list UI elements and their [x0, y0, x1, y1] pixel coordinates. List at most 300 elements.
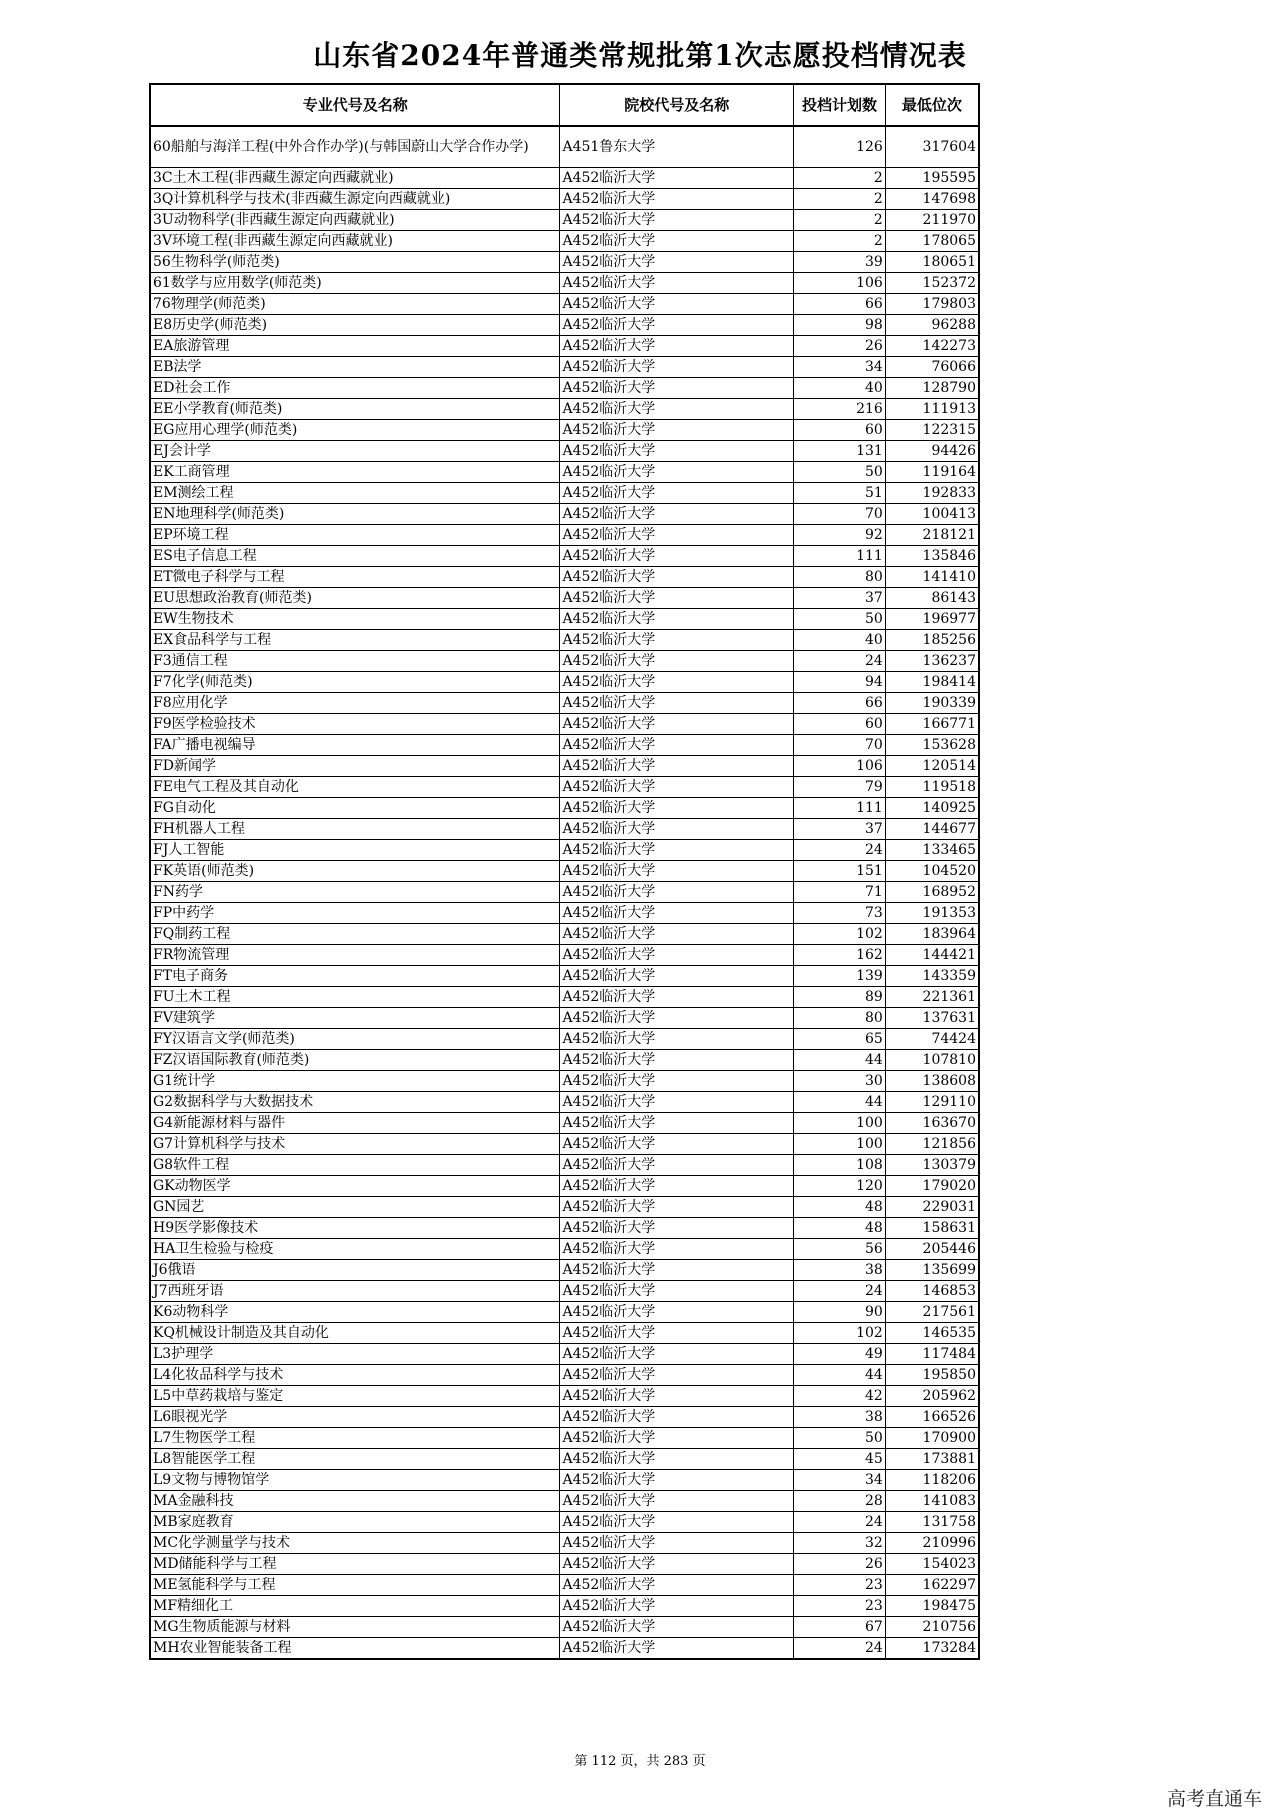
- table-row: [150, 504, 979, 525]
- rank-cell: 163670: [885, 1113, 979, 1134]
- page-footer: 第 112 页，共 283 页: [574, 1754, 706, 1769]
- plan-cell: 39: [794, 252, 886, 273]
- major-cell: FH机器人工程: [150, 819, 560, 840]
- school-cell: A452临沂大学: [560, 1491, 794, 1512]
- school-cell: A452临沂大学: [560, 798, 794, 819]
- rank-cell: 96288: [885, 315, 979, 336]
- major-cell: G8软件工程: [150, 1155, 560, 1176]
- major-cell: EN地理科学(师范类): [150, 504, 560, 525]
- plan-cell: 90: [794, 1302, 886, 1323]
- major-cell: L5中草药栽培与鉴定: [150, 1386, 560, 1407]
- school-cell: A452临沂大学: [560, 777, 794, 798]
- table-row: [150, 1470, 979, 1491]
- major-cell: EA旅游管理: [150, 336, 560, 357]
- school-cell: A452临沂大学: [560, 840, 794, 861]
- rank-cell: 218121: [885, 525, 979, 546]
- rank-cell: 135846: [885, 546, 979, 567]
- rank-cell: 144677: [885, 819, 979, 840]
- school-cell: A452临沂大学: [560, 1071, 794, 1092]
- rank-cell: 170900: [885, 1428, 979, 1449]
- school-cell: A452临沂大学: [560, 273, 794, 294]
- rank-cell: 128790: [885, 378, 979, 399]
- plan-cell: 38: [794, 1407, 886, 1428]
- rank-cell: 166526: [885, 1407, 979, 1428]
- table-row: [150, 924, 979, 945]
- rank-cell: 179803: [885, 294, 979, 315]
- school-cell: A452临沂大学: [560, 483, 794, 504]
- table-row: [150, 399, 979, 420]
- major-cell: G1统计学: [150, 1071, 560, 1092]
- plan-cell: 80: [794, 1008, 886, 1029]
- header-rank: 最低位次: [885, 84, 979, 126]
- table-row: [150, 840, 979, 861]
- school-cell: A452临沂大学: [560, 231, 794, 252]
- major-cell: MC化学测量学与技术: [150, 1533, 560, 1554]
- header-plan: 投档计划数: [794, 84, 886, 126]
- table-row: [150, 1134, 979, 1155]
- school-cell: A452临沂大学: [560, 168, 794, 189]
- rank-cell: 120514: [885, 756, 979, 777]
- school-cell: A452临沂大学: [560, 567, 794, 588]
- rank-cell: 136237: [885, 651, 979, 672]
- rank-cell: 129110: [885, 1092, 979, 1113]
- table-row: [150, 546, 979, 567]
- plan-cell: 126: [794, 126, 886, 168]
- plan-cell: 26: [794, 336, 886, 357]
- plan-cell: 32: [794, 1533, 886, 1554]
- table-row: [150, 525, 979, 546]
- rank-cell: 142273: [885, 336, 979, 357]
- school-cell: A452临沂大学: [560, 1386, 794, 1407]
- rank-cell: 130379: [885, 1155, 979, 1176]
- table-row: [150, 1344, 979, 1365]
- rank-cell: 173284: [885, 1638, 979, 1660]
- table-row: [150, 630, 979, 651]
- rank-cell: 166771: [885, 714, 979, 735]
- rank-cell: 94426: [885, 441, 979, 462]
- plan-cell: 50: [794, 1428, 886, 1449]
- table-row: [150, 1176, 979, 1197]
- major-cell: FY汉语言文学(师范类): [150, 1029, 560, 1050]
- major-cell: G7计算机科学与技术: [150, 1134, 560, 1155]
- plan-cell: 2: [794, 210, 886, 231]
- school-cell: A452临沂大学: [560, 924, 794, 945]
- watermark: 高考直通车: [1166, 1788, 1262, 1810]
- rank-cell: 152372: [885, 273, 979, 294]
- table-row: [150, 819, 979, 840]
- plan-cell: 111: [794, 546, 886, 567]
- school-cell: A452临沂大学: [560, 399, 794, 420]
- table-row: [150, 1596, 979, 1617]
- plan-cell: 92: [794, 525, 886, 546]
- rank-cell: 205446: [885, 1239, 979, 1260]
- major-cell: MF精细化工: [150, 1596, 560, 1617]
- table-row: [150, 1386, 979, 1407]
- major-cell: F3通信工程: [150, 651, 560, 672]
- table-row: [150, 1575, 979, 1596]
- major-cell: 60船舶与海洋工程(中外合作办学)(与韩国蔚山大学合作办学): [150, 126, 560, 168]
- major-cell: 3V环境工程(非西藏生源定向西藏就业): [150, 231, 560, 252]
- table-row: [150, 1050, 979, 1071]
- table-row: [150, 189, 979, 210]
- table-row: [150, 231, 979, 252]
- plan-cell: 34: [794, 357, 886, 378]
- rank-cell: 141083: [885, 1491, 979, 1512]
- school-cell: A452临沂大学: [560, 378, 794, 399]
- plan-cell: 100: [794, 1113, 886, 1134]
- rank-cell: 104520: [885, 861, 979, 882]
- table-row: [150, 378, 979, 399]
- school-cell: A452临沂大学: [560, 1344, 794, 1365]
- table-row: [150, 714, 979, 735]
- school-cell: A452临沂大学: [560, 1554, 794, 1575]
- rank-cell: 153628: [885, 735, 979, 756]
- major-cell: FQ制药工程: [150, 924, 560, 945]
- plan-cell: 45: [794, 1449, 886, 1470]
- rank-cell: 158631: [885, 1218, 979, 1239]
- rank-cell: 185256: [885, 630, 979, 651]
- admission-table: [149, 83, 980, 1660]
- major-cell: ES电子信息工程: [150, 546, 560, 567]
- school-cell: A452临沂大学: [560, 1407, 794, 1428]
- major-cell: EG应用心理学(师范类): [150, 420, 560, 441]
- table-row: [150, 756, 979, 777]
- major-cell: FN药学: [150, 882, 560, 903]
- table-row: [150, 1512, 979, 1533]
- major-cell: 56生物科学(师范类): [150, 252, 560, 273]
- school-cell: A452临沂大学: [560, 1596, 794, 1617]
- table-row: [150, 1260, 979, 1281]
- major-cell: EJ会计学: [150, 441, 560, 462]
- plan-cell: 30: [794, 1071, 886, 1092]
- school-cell: A452临沂大学: [560, 1050, 794, 1071]
- rank-cell: 162297: [885, 1575, 979, 1596]
- school-cell: A452临沂大学: [560, 210, 794, 231]
- table-row: [150, 651, 979, 672]
- school-cell: A452临沂大学: [560, 1008, 794, 1029]
- rank-cell: 179020: [885, 1176, 979, 1197]
- school-cell: A452临沂大学: [560, 189, 794, 210]
- school-cell: A452临沂大学: [560, 1029, 794, 1050]
- rank-cell: 143359: [885, 966, 979, 987]
- school-cell: A452临沂大学: [560, 1155, 794, 1176]
- table-row: [150, 252, 979, 273]
- major-cell: 3U动物科学(非西藏生源定向西藏就业): [150, 210, 560, 231]
- plan-cell: 89: [794, 987, 886, 1008]
- plan-cell: 216: [794, 399, 886, 420]
- major-cell: J6俄语: [150, 1260, 560, 1281]
- major-cell: L9文物与博物馆学: [150, 1470, 560, 1491]
- school-cell: A452临沂大学: [560, 1197, 794, 1218]
- major-cell: MB家庭教育: [150, 1512, 560, 1533]
- table-row: [150, 1617, 979, 1638]
- rank-cell: 76066: [885, 357, 979, 378]
- table-row: [150, 1554, 979, 1575]
- major-cell: G2数据科学与大数据技术: [150, 1092, 560, 1113]
- major-cell: F9医学检验技术: [150, 714, 560, 735]
- rank-cell: 100413: [885, 504, 979, 525]
- major-cell: FE电气工程及其自动化: [150, 777, 560, 798]
- school-cell: A452临沂大学: [560, 672, 794, 693]
- table-row: [150, 1071, 979, 1092]
- table-row: [150, 1029, 979, 1050]
- table-row: [150, 1092, 979, 1113]
- plan-cell: 50: [794, 609, 886, 630]
- plan-cell: 2: [794, 189, 886, 210]
- plan-cell: 60: [794, 420, 886, 441]
- school-cell: A452临沂大学: [560, 609, 794, 630]
- school-cell: A452临沂大学: [560, 357, 794, 378]
- table-row: [150, 1197, 979, 1218]
- plan-cell: 50: [794, 462, 886, 483]
- page-title: 山东省2024年普通类常规批第1次志愿投档情况表: [313, 39, 967, 72]
- rank-cell: 119164: [885, 462, 979, 483]
- major-cell: FK英语(师范类): [150, 861, 560, 882]
- table-row: [150, 1113, 979, 1134]
- major-cell: ED社会工作: [150, 378, 560, 399]
- school-cell: A452临沂大学: [560, 1575, 794, 1596]
- table-row: [150, 903, 979, 924]
- rank-cell: 229031: [885, 1197, 979, 1218]
- table-row: [150, 273, 979, 294]
- plan-cell: 24: [794, 1638, 886, 1660]
- school-cell: A452临沂大学: [560, 1638, 794, 1660]
- plan-cell: 131: [794, 441, 886, 462]
- table-row: [150, 966, 979, 987]
- plan-cell: 24: [794, 1281, 886, 1302]
- school-cell: A452临沂大学: [560, 315, 794, 336]
- plan-cell: 100: [794, 1134, 886, 1155]
- plan-cell: 44: [794, 1092, 886, 1113]
- rank-cell: 138608: [885, 1071, 979, 1092]
- rank-cell: 131758: [885, 1512, 979, 1533]
- major-cell: FD新闻学: [150, 756, 560, 777]
- school-cell: A452临沂大学: [560, 525, 794, 546]
- table-row: [150, 126, 979, 168]
- rank-cell: 74424: [885, 1029, 979, 1050]
- school-cell: A452临沂大学: [560, 252, 794, 273]
- rank-cell: 147698: [885, 189, 979, 210]
- major-cell: EP环境工程: [150, 525, 560, 546]
- school-cell: A452临沂大学: [560, 903, 794, 924]
- major-cell: 76物理学(师范类): [150, 294, 560, 315]
- rank-cell: 133465: [885, 840, 979, 861]
- major-cell: MD储能科学与工程: [150, 1554, 560, 1575]
- school-cell: A452临沂大学: [560, 1302, 794, 1323]
- plan-cell: 26: [794, 1554, 886, 1575]
- major-cell: G4新能源材料与器件: [150, 1113, 560, 1134]
- school-cell: A452临沂大学: [560, 735, 794, 756]
- plan-cell: 2: [794, 231, 886, 252]
- major-cell: K6动物科学: [150, 1302, 560, 1323]
- school-cell: A452临沂大学: [560, 714, 794, 735]
- plan-cell: 94: [794, 672, 886, 693]
- rank-cell: 183964: [885, 924, 979, 945]
- school-cell: A452临沂大学: [560, 966, 794, 987]
- major-cell: H9医学影像技术: [150, 1218, 560, 1239]
- table-row: [150, 588, 979, 609]
- major-cell: FU土木工程: [150, 987, 560, 1008]
- plan-cell: 106: [794, 756, 886, 777]
- school-cell: A452临沂大学: [560, 294, 794, 315]
- rank-cell: 317604: [885, 126, 979, 168]
- table-row: [150, 1239, 979, 1260]
- table-row: [150, 945, 979, 966]
- rank-cell: 190339: [885, 693, 979, 714]
- plan-cell: 67: [794, 1617, 886, 1638]
- major-cell: FV建筑学: [150, 1008, 560, 1029]
- table-row: [150, 609, 979, 630]
- admission-table-container: [149, 83, 980, 1660]
- plan-cell: 139: [794, 966, 886, 987]
- school-cell: A452临沂大学: [560, 1113, 794, 1134]
- school-cell: A452临沂大学: [560, 651, 794, 672]
- table-row: [150, 420, 979, 441]
- table-row: [150, 315, 979, 336]
- rank-cell: 178065: [885, 231, 979, 252]
- rank-cell: 198414: [885, 672, 979, 693]
- school-cell: A452临沂大学: [560, 1260, 794, 1281]
- major-cell: ET微电子科学与工程: [150, 567, 560, 588]
- school-cell: A452临沂大学: [560, 1617, 794, 1638]
- rank-cell: 173881: [885, 1449, 979, 1470]
- table-row: [150, 1533, 979, 1554]
- major-cell: L8智能医学工程: [150, 1449, 560, 1470]
- school-cell: A452临沂大学: [560, 1533, 794, 1554]
- major-cell: L4化妆品科学与技术: [150, 1365, 560, 1386]
- table-row: [150, 357, 979, 378]
- table-row: [150, 861, 979, 882]
- school-cell: A452临沂大学: [560, 1281, 794, 1302]
- plan-cell: 65: [794, 1029, 886, 1050]
- plan-cell: 23: [794, 1596, 886, 1617]
- plan-cell: 49: [794, 1344, 886, 1365]
- major-cell: GK动物医学: [150, 1176, 560, 1197]
- table-row: [150, 1407, 979, 1428]
- table-row: [150, 798, 979, 819]
- school-cell: A452临沂大学: [560, 1449, 794, 1470]
- plan-cell: 151: [794, 861, 886, 882]
- rank-cell: 211970: [885, 210, 979, 231]
- major-cell: FZ汉语国际教育(师范类): [150, 1050, 560, 1071]
- major-cell: EK工商管理: [150, 462, 560, 483]
- plan-cell: 66: [794, 693, 886, 714]
- plan-cell: 80: [794, 567, 886, 588]
- rank-cell: 117484: [885, 1344, 979, 1365]
- major-cell: E8历史学(师范类): [150, 315, 560, 336]
- rank-cell: 217561: [885, 1302, 979, 1323]
- plan-cell: 56: [794, 1239, 886, 1260]
- school-cell: A452临沂大学: [560, 861, 794, 882]
- major-cell: KQ机械设计制造及其自动化: [150, 1323, 560, 1344]
- rank-cell: 86143: [885, 588, 979, 609]
- school-cell: A452临沂大学: [560, 1092, 794, 1113]
- rank-cell: 135699: [885, 1260, 979, 1281]
- header-school: 院校代号及名称: [560, 84, 794, 126]
- major-cell: 3Q计算机科学与技术(非西藏生源定向西藏就业): [150, 189, 560, 210]
- header-major: 专业代号及名称: [150, 84, 560, 126]
- major-cell: FJ人工智能: [150, 840, 560, 861]
- major-cell: FA广播电视编导: [150, 735, 560, 756]
- major-cell: FR物流管理: [150, 945, 560, 966]
- major-cell: 3C土木工程(非西藏生源定向西藏就业): [150, 168, 560, 189]
- rank-cell: 180651: [885, 252, 979, 273]
- plan-cell: 70: [794, 504, 886, 525]
- school-cell: A452临沂大学: [560, 441, 794, 462]
- major-cell: EW生物技术: [150, 609, 560, 630]
- plan-cell: 24: [794, 1512, 886, 1533]
- table-row: [150, 693, 979, 714]
- school-cell: A452临沂大学: [560, 1428, 794, 1449]
- table-row: [150, 1008, 979, 1029]
- school-cell: A452临沂大学: [560, 1134, 794, 1155]
- school-cell: A452临沂大学: [560, 1176, 794, 1197]
- school-cell: A452临沂大学: [560, 1239, 794, 1260]
- school-cell: A452临沂大学: [560, 630, 794, 651]
- major-cell: ME氢能科学与工程: [150, 1575, 560, 1596]
- table-row: [150, 987, 979, 1008]
- major-cell: EE小学教育(师范类): [150, 399, 560, 420]
- rank-cell: 195850: [885, 1365, 979, 1386]
- plan-cell: 60: [794, 714, 886, 735]
- plan-cell: 44: [794, 1365, 886, 1386]
- rank-cell: 210996: [885, 1533, 979, 1554]
- major-cell: L3护理学: [150, 1344, 560, 1365]
- plan-cell: 70: [794, 735, 886, 756]
- major-cell: J7西班牙语: [150, 1281, 560, 1302]
- plan-cell: 48: [794, 1218, 886, 1239]
- school-cell: A452临沂大学: [560, 1323, 794, 1344]
- table-row: [150, 462, 979, 483]
- rank-cell: 192833: [885, 483, 979, 504]
- school-cell: A452临沂大学: [560, 882, 794, 903]
- rank-cell: 205962: [885, 1386, 979, 1407]
- rank-cell: 118206: [885, 1470, 979, 1491]
- major-cell: MG生物质能源与材料: [150, 1617, 560, 1638]
- plan-cell: 28: [794, 1491, 886, 1512]
- major-cell: L6眼视光学: [150, 1407, 560, 1428]
- table-row: [150, 1218, 979, 1239]
- rank-cell: 137631: [885, 1008, 979, 1029]
- major-cell: MH农业智能装备工程: [150, 1638, 560, 1660]
- table-row: [150, 777, 979, 798]
- table-row: [150, 483, 979, 504]
- major-cell: L7生物医学工程: [150, 1428, 560, 1449]
- major-cell: HA卫生检验与检疫: [150, 1239, 560, 1260]
- plan-cell: 42: [794, 1386, 886, 1407]
- plan-cell: 111: [794, 798, 886, 819]
- table-row: [150, 1638, 979, 1660]
- school-cell: A452临沂大学: [560, 462, 794, 483]
- rank-cell: 221361: [885, 987, 979, 1008]
- school-cell: A452临沂大学: [560, 588, 794, 609]
- table-body: [150, 126, 979, 1659]
- table-row: [150, 672, 979, 693]
- school-cell: A452临沂大学: [560, 987, 794, 1008]
- plan-cell: 120: [794, 1176, 886, 1197]
- plan-cell: 37: [794, 588, 886, 609]
- rank-cell: 146853: [885, 1281, 979, 1302]
- major-cell: FG自动化: [150, 798, 560, 819]
- major-cell: GN园艺: [150, 1197, 560, 1218]
- school-cell: A451鲁东大学: [560, 126, 794, 168]
- rank-cell: 196977: [885, 609, 979, 630]
- rank-cell: 111913: [885, 399, 979, 420]
- school-cell: A452临沂大学: [560, 546, 794, 567]
- table-row: [150, 1323, 979, 1344]
- plan-cell: 71: [794, 882, 886, 903]
- major-cell: EM测绘工程: [150, 483, 560, 504]
